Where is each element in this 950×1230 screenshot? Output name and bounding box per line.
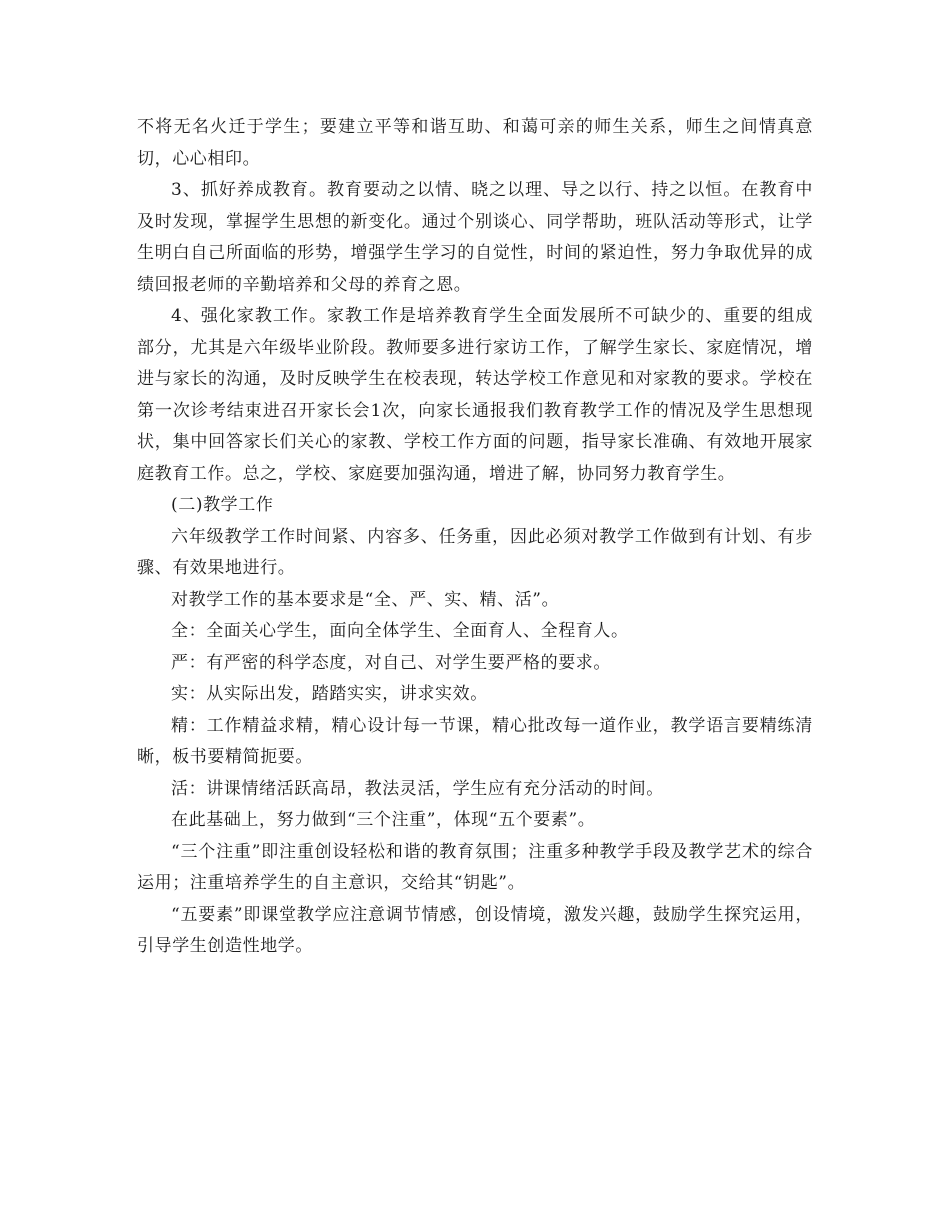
paragraph: “三个注重”即注重创设轻松和谐的教育氛围；注重多种教学手段及教学艺术的综合运用；注重培养学生的自主意识，交给其“钥匙”。 [137, 841, 813, 893]
section-heading: (二)教学工作 [171, 495, 274, 515]
paragraph: 对教学工作的基本要求是“全、严、实、精、活”。 [171, 589, 560, 610]
requirement-item: 全：全面关心学生，面向全体学生、全面育人、全程育人。 [171, 621, 629, 641]
requirement-item: 严：有严密的科学态度，对自己、对学生要严格的要求。 [171, 652, 611, 673]
paragraph: 六年级教学工作时间紧、内容多、任务重，因此必须对教学工作做到有计划、有步骤、有效果地进行。 [137, 526, 813, 578]
document-body [137, 112, 813, 963]
requirement-item: 精：工作精益求精，精心设计每一节课，精心批改每一道作业，教学语言要精练清晰，板书要精简扼要。 [137, 715, 813, 767]
paragraph: “五要素”即课堂教学应注意调节情感，创设情境，激发兴趣，鼓励学生探究运用，引导学生创造性地学。 [137, 904, 813, 956]
paragraph: 在此基础上，努力做到“三个注重”，体现“五个要素”。 [171, 810, 596, 830]
paragraph: 不将无名火迁于学生；要建立平等和谐互助、和蔼可亲的师生关系，师生之间情真意切，心心相印。 [137, 117, 813, 169]
paragraph: 4、强化家教工作。家教工作是培养教育学生全面发展所不可缺少的、重要的组成部分，尤其是六年级毕业阶段。教师要多进行家访工作，了解学生家长、家庭情况，增进与家长的沟通，及时反映学生在校表现，转达学校工作意见和对家教的要求。学校在第一次诊考结束进召开家长会1次，向家长通报我们教育教学工作的情况及学生思想现状，集中回答家长们关心的家教、学校工作方面的问题，指导家长准确、有效地开展家庭教育工作。总之，学校、家庭要加强沟通，增进了解，协同努力教育学生。 [137, 306, 813, 484]
paragraph: 3、抓好养成教育。教育要动之以情、晓之以理、导之以行、持之以恒。在教育中及时发现，掌握学生思想的新变化。通过个别谈心、同学帮助，班队活动等形式，让学生明白自己所面临的形势，增强学生学习的自觉性，时间的紧迫性，努力争取优异的成绩回报老师的辛勤培养和父母的养育之恩。 [137, 180, 813, 295]
requirement-item: 实：从实际出发，踏踏实实，讲求实效。 [171, 684, 488, 704]
requirement-item: 活：讲课情绪活跃高昂，教法灵活，学生应有充分活动的时间。 [171, 778, 664, 799]
